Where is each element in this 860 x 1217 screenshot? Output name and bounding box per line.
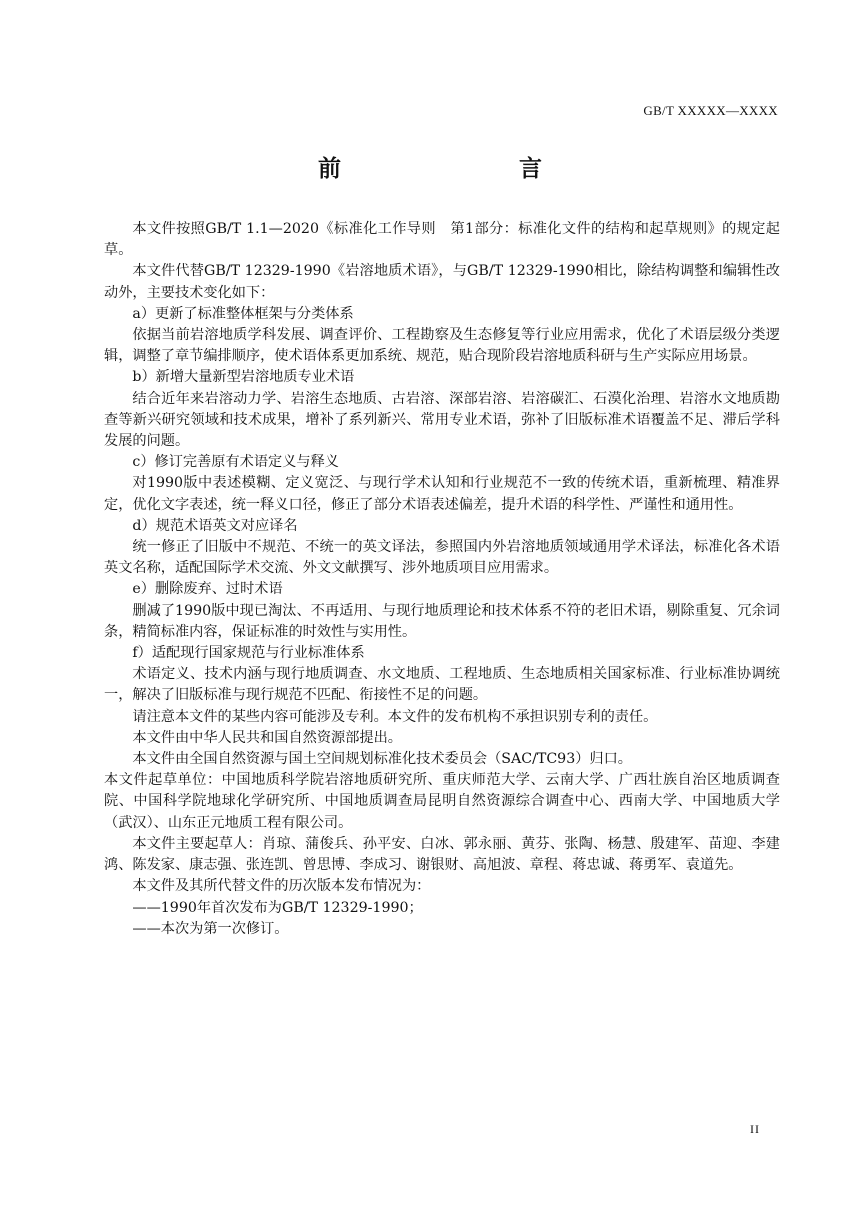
change-item-d-text: 统一修正了旧版中不规范、不统一的英文译法，参照国内外岩溶地质领域通用学术译法，标准化各术语英文名称，适配国际学术交流、外文文献撰写、涉外地质项目应用需求。 [104,539,780,577]
history-item-current: ——本次为第一次修订。 [132,920,289,937]
page-title: 前 言 [318,155,586,182]
paragraph-patent-notice: 请注意本文件的某些内容可能涉及专利。本文件的发布机构不承担识别专利的责任。 [132,708,658,725]
paragraph-committee: 本文件由全国自然资源与国土空间规划标准化技术委员会（SAC/TC93）归口。 [132,751,632,768]
change-item-e-text: 删减了1990版中现已淘汰、不再适用、与现行地质理论和技术体系不符的老旧术语，剔除重复、冗余词条，精简标准内容，保证标准的时效性与实用性。 [104,602,780,640]
paragraph-drafters: 本文件主要起草人：肖琼、蒲俊兵、孙平安、白冰、郭永丽、黄芬、张陶、杨慧、殷建军、苗迎、李建鸿、陈发家、康志强、张连凯、曾思博、李成习、谢银财、高旭波、章程、蒋忠诚、蒋勇军、袁道先。 [104,835,780,874]
history-item-1990: ——1990年首次发布为GB/T 12329-1990； [132,899,423,916]
foreword-body [104,219,780,940]
paragraph-drafting-units: 本文件起草单位：中国地质科学院岩溶地质研究所、重庆师范大学、云南大学、广西壮族自治区地质调查院、中国科学院地球化学研究所、中国地质调查局昆明自然资源综合调查中心、西南大学、中国地质大学（武汉）、山东正元地质工程有限公司。 [104,772,780,831]
change-item-b-text: 结合近年来岩溶动力学、岩溶生态地质、古岩溶、深部岩溶、岩溶碳汇、石漠化治理、岩溶水文地质勘查等新兴研究领域和技术成果，增补了系列新兴、常用专业术语，弥补了旧版标准术语覆盖不足、滞后学科发展的问题。 [104,390,780,450]
change-item-a-text: 依据当前岩溶地质学科发展、调查评价、工程勘察及生态修复等行业应用需求，优化了术语层级分类逻辑，调整了章节编排顺序，使术语体系更加系统、规范，贴合现阶段岩溶地质科研与生产实际应用场景。 [104,327,780,365]
paragraph-replacement: 本文件代替GB/T 12329-1990《岩溶地质术语》，与GB/T 12329-1990相比，除结构调整和编辑性改动外，主要技术变化如下： [104,263,780,301]
change-item-d-heading: d）规范术语英文对应译名 [132,517,298,534]
paragraph-drafting-rules: 本文件按照GB/T 1.1—2020《标准化工作导则 第1部分：标准化文件的结构和起草规则》的规定起草。 [104,221,780,259]
change-item-f-text: 术语定义、技术内涵与现行地质调查、水文地质、工程地质、生态地质相关国家标准、行业标准协调统一，解决了旧版标准与现行规范不匹配、衔接性不足的问题。 [104,666,780,704]
change-item-a-heading: a）更新了标准整体框架与分类体系 [132,305,354,322]
change-item-b-heading: b）新增大量新型岩溶地质专业术语 [132,369,355,386]
paragraph-proposer: 本文件由中华人民共和国自然资源部提出。 [132,729,402,746]
change-item-c-heading: c）修订完善原有术语定义与释义 [132,454,339,471]
page-number: II [750,1122,760,1136]
change-item-e-heading: e）删除废弃、过时术语 [132,581,283,598]
change-item-c-text: 对1990版中表述模糊、定义宽泛、与现行学术认知和行业规范不一致的传统术语，重新梳理、精准界定，优化文字表述，统一释义口径，修正了部分术语表述偏差，提升术语的科学性、严谨性和通用性。 [104,475,780,513]
change-item-f-heading: f）适配现行国家规范与行业标准体系 [132,645,365,662]
paragraph-history-intro: 本文件及其所代替文件的历次版本发布情况为： [132,878,431,895]
standard-code: GB/T XXXXX—XXXX [643,103,778,118]
